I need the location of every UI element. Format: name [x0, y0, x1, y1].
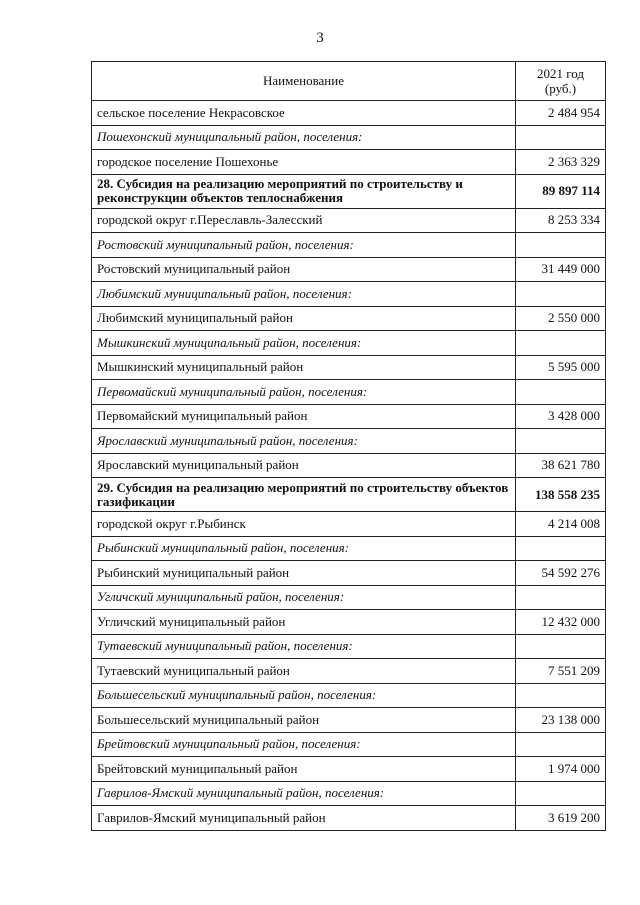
amount-cell: 31 449 000 [516, 257, 606, 282]
district-group-row [92, 732, 606, 757]
amount-cell [516, 585, 606, 610]
amount-cell: 5 595 000 [516, 355, 606, 380]
table-row [92, 101, 606, 126]
table-header-row [92, 62, 606, 101]
district-group-label: Любимский муниципальный район, поселения: [92, 282, 516, 307]
district-group-row [92, 429, 606, 454]
district-group-label: Мышкинский муниципальный район, поселения: [92, 331, 516, 356]
district-group-label: Тутаевский муниципальный район, поселения: [92, 634, 516, 659]
amount-cell: 2 363 329 [516, 150, 606, 175]
recipient-name: Угличский муниципальный район [92, 610, 516, 635]
subsidy-heading-row [92, 478, 606, 512]
district-group-row [92, 380, 606, 405]
column-header-year [516, 62, 606, 101]
table-row [92, 257, 606, 282]
recipient-name: Ростовский муниципальный район [92, 257, 516, 282]
amount-cell [516, 331, 606, 356]
recipient-name: городской округ г.Рыбинск [92, 512, 516, 537]
amount-cell: 54 592 276 [516, 561, 606, 586]
column-header-name: Наименование [92, 62, 516, 101]
district-group-row [92, 282, 606, 307]
amount-cell [516, 125, 606, 150]
recipient-name: Мышкинский муниципальный район [92, 355, 516, 380]
subsidy-total-amount: 138 558 235 [516, 478, 606, 512]
amount-cell [516, 380, 606, 405]
table-row [92, 708, 606, 733]
amount-cell [516, 634, 606, 659]
table-row [92, 659, 606, 684]
district-group-row [92, 331, 606, 356]
recipient-name: Любимский муниципальный район [92, 306, 516, 331]
page-number: 3 [316, 30, 324, 46]
table-row [92, 150, 606, 175]
table-row [92, 610, 606, 635]
amount-cell: 2 484 954 [516, 101, 606, 126]
table-row [92, 512, 606, 537]
district-group-row [92, 585, 606, 610]
subsidy-table [91, 61, 606, 831]
column-header-year-label: 2021 год [537, 66, 584, 81]
amount-cell: 2 550 000 [516, 306, 606, 331]
table-row [92, 561, 606, 586]
recipient-name: сельское поселение Некрасовское [92, 101, 516, 126]
district-group-label: Угличский муниципальный район, поселения: [92, 585, 516, 610]
recipient-name: Брейтовский муниципальный район [92, 757, 516, 782]
amount-cell: 12 432 000 [516, 610, 606, 635]
recipient-name: Гаврилов-Ямский муниципальный район [92, 806, 516, 831]
district-group-row [92, 536, 606, 561]
table-body [92, 101, 606, 831]
amount-cell: 3 619 200 [516, 806, 606, 831]
amount-cell: 4 214 008 [516, 512, 606, 537]
district-group-label: Ярославский муниципальный район, поселения: [92, 429, 516, 454]
amount-cell [516, 732, 606, 757]
table-row [92, 453, 606, 478]
recipient-name: Ярославский муниципальный район [92, 453, 516, 478]
amount-cell [516, 429, 606, 454]
table-row [92, 404, 606, 429]
subsidy-title: 28. Субсидия на реализацию мероприятий по строительству и реконструкции объектов теплоснабжения [92, 174, 516, 208]
district-group-row [92, 781, 606, 806]
subsidy-title: 29. Субсидия на реализацию мероприятий по строительству объектов газификации [92, 478, 516, 512]
recipient-name: городское поселение Пошехонье [92, 150, 516, 175]
subsidy-total-amount: 89 897 114 [516, 174, 606, 208]
district-group-label: Большесельский муниципальный район, поселения: [92, 683, 516, 708]
recipient-name: Первомайский муниципальный район [92, 404, 516, 429]
amount-cell: 3 428 000 [516, 404, 606, 429]
amount-cell [516, 683, 606, 708]
district-group-row [92, 683, 606, 708]
recipient-name: Большесельский муниципальный район [92, 708, 516, 733]
district-group-label: Рыбинский муниципальный район, поселения: [92, 536, 516, 561]
amount-cell: 38 621 780 [516, 453, 606, 478]
district-group-label: Гаврилов-Ямский муниципальный район, поселения: [92, 781, 516, 806]
table-row [92, 208, 606, 233]
district-group-label: Ростовский муниципальный район, поселения: [92, 233, 516, 258]
amount-cell [516, 282, 606, 307]
subsidy-heading-row [92, 174, 606, 208]
amount-cell: 8 253 334 [516, 208, 606, 233]
table-row [92, 306, 606, 331]
table-row [92, 355, 606, 380]
table-row [92, 757, 606, 782]
amount-cell [516, 781, 606, 806]
amount-cell: 23 138 000 [516, 708, 606, 733]
recipient-name: городской округ г.Переславль-Залесский [92, 208, 516, 233]
amount-cell: 1 974 000 [516, 757, 606, 782]
district-group-label: Первомайский муниципальный район, поселения: [92, 380, 516, 405]
district-group-label: Пошехонский муниципальный район, поселения: [92, 125, 516, 150]
amount-cell [516, 233, 606, 258]
district-group-row [92, 125, 606, 150]
district-group-row [92, 233, 606, 258]
table-row [92, 806, 606, 831]
column-header-unit-label: (руб.) [544, 81, 577, 96]
district-group-label: Брейтовский муниципальный район, поселения: [92, 732, 516, 757]
amount-cell: 7 551 209 [516, 659, 606, 684]
district-group-row [92, 634, 606, 659]
recipient-name: Рыбинский муниципальный район [92, 561, 516, 586]
amount-cell [516, 536, 606, 561]
recipient-name: Тутаевский муниципальный район [92, 659, 516, 684]
